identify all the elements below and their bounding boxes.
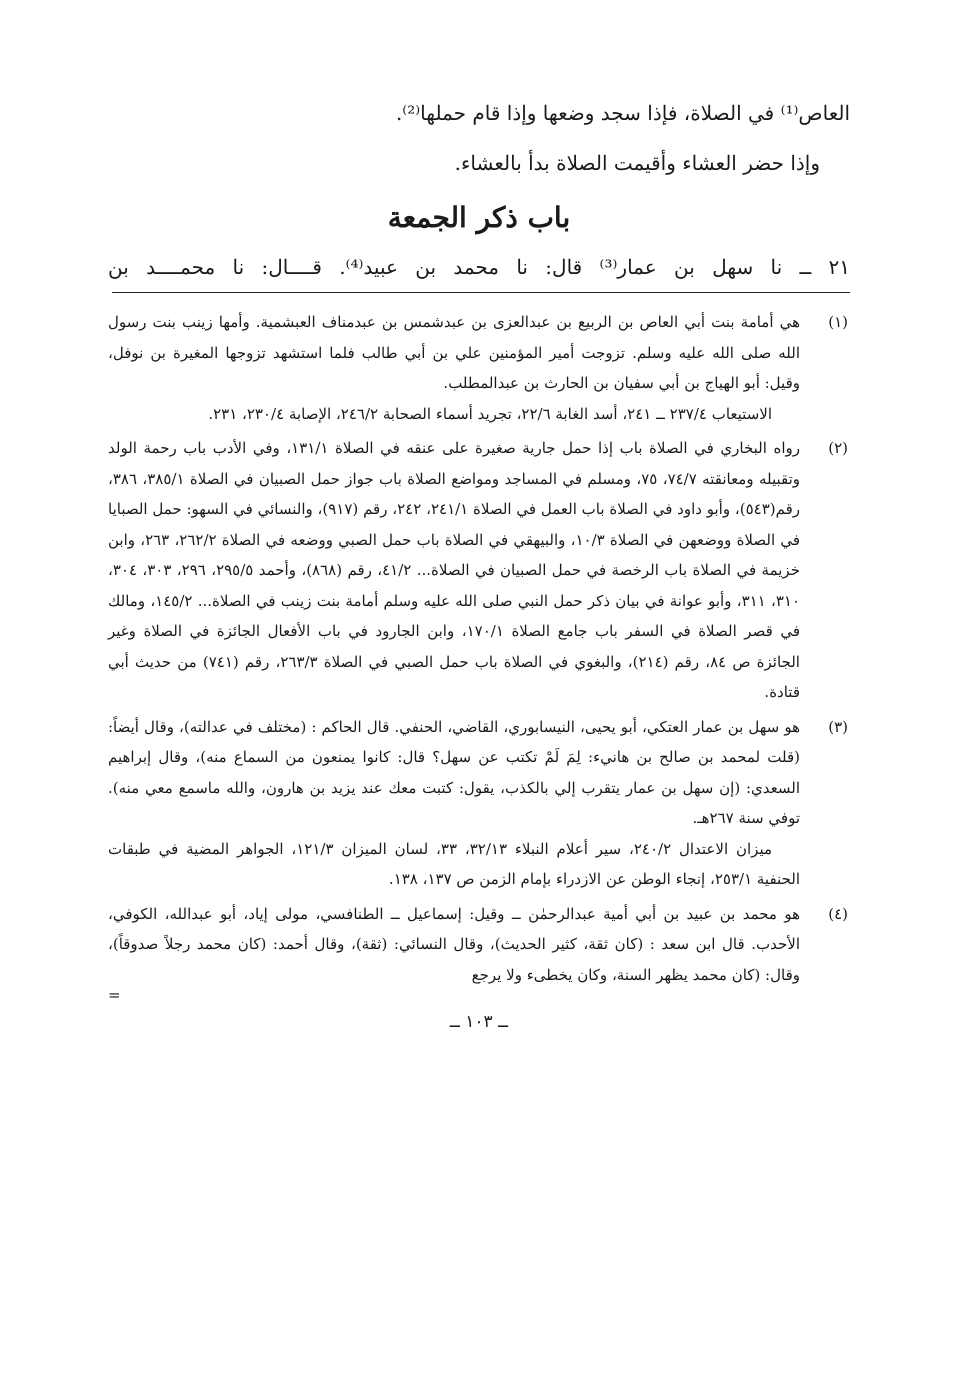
footnote-number: (٣) bbox=[828, 717, 848, 736]
document-page bbox=[108, 98, 850, 1032]
footnote bbox=[108, 307, 850, 429]
footnote-number: (٢) bbox=[828, 439, 848, 457]
footnote-body bbox=[108, 712, 800, 895]
footnote bbox=[108, 433, 850, 708]
main-text-line-2: وإذا حضر العشاء وأقيمت الصلاة بدأ بالعشاء. bbox=[454, 151, 820, 175]
chapter-heading: باب ذكر الجمعة bbox=[387, 201, 571, 234]
page-number: ــ ١٠٣ ــ bbox=[449, 1012, 509, 1032]
hadith-chain-line: ٢١ ــ نا سهل بن عمار⁽³⁾ قال: نا محمد بن عبيد⁽⁴⁾. قــــال: نا محمــــد بن bbox=[108, 255, 851, 279]
footnote-body bbox=[108, 307, 800, 429]
footnote-paragraph: هو سهل بن عمار العتكي، أبو يحيى، النيسابوري، القاضي، الحنفي. قال الحاكم : (مختلف في عدالته)، وقال أيضاً: (قلت لمحمد بن صالح بن هانيء: لِمَ لَمْ تكتب عن سهل؟ قال: كانوا يمنعون من السماع منه)، وقال إبراهيم السعدي: (إن سهل بن عمار يتقرب إلي بالكذب، يقول: كتبت معك عند يزيد بن هارون، والله ماسمع معي منه). توفي سنة ٢٦٧هـ. bbox=[108, 717, 800, 827]
continuation-mark: = bbox=[108, 986, 119, 1004]
footnote-paragraph: هو محمد بن عبيد بن أبي أمية عبدالرحمٰن ــ وقيل: إسماعيل ــ الطنافسي، مولى إياد، أبو عبدالله، الكوفي، الأحدب. قال ابن سعد : (كان ثقة، كثير الحديث)، وقال النسائي: (ثقة)، وقال أحمد: (كان محمد رجلاً صدوقاً)، وقال: (كان محمد يظهر السنة، وكان يخطىء ولا يرجع bbox=[108, 904, 800, 984]
footnote-paragraph: رواه البخاري في الصلاة باب إذا حمل جارية صغيرة على عنقه في الصلاة ١٣١/١، وفي الأدب باب رحمة الولد وتقبيله ومعانقته ٧٤/٧، ٧٥، ومسلم في المساجد ومواضع الصلاة باب جواز حمل الصبيان في الصلاة ٣٨٥/١، ٣٨٦، رقم(٥٤٣)، وأبو داود في الصلاة باب العمل في الصلاة ٢٤١/١، ٢٤٢، رقم (٩١٧)، والنسائي في السهو: حمل الصبايا في الصلاة ووضعهن في الصلاة ١٠/٣، والبيهقي في الصلاة باب حمل الصبي ووضعه في الصلاة ٢٦٢/٢، ٢٦٣، وابن خزيمة في الصلاة باب الرخصة في حمل الصبيان في الصلاة... ٤١/٢، رقم (٨٦٨)، وأحمد ٢٩٥/٥، ٢٩٦، ٣٠٣، ٣٠٤، ٣١٠، ٣١١، وأبو عوانة في بيان ذكر حمل النبي صلى الله عليه وسلم أمامة بنت زينب في الصلاة... ١٤٥/٢، ومالك في قصر الصلاة في السفر باب جامع الصلاة ١٧٠/١، وابن الجارود في باب الأفعال الجائزة في الصلاة وغير الجائزة ص ٨٤، رقم (٢١٤)، والبغوي في الصلاة باب حمل الصبي في الصلاة ٢٦٣/٣، رقم (٧٤١) من حديث أبي قتادة. bbox=[108, 439, 801, 701]
footnote-body bbox=[108, 899, 800, 991]
footnote-references: الاستيعاب ٢٣٧/٤ ــ ٢٤١، أسد الغابة ٢٢/٦، تجريد أسماء الصحابة ٢٤٦/٢، الإصابة ٢٣٠/٤، ٢٣١. bbox=[208, 404, 772, 423]
footnote-separator bbox=[112, 292, 850, 293]
main-text-line-1: العاص⁽¹⁾ في الصلاة، فإذا سجد وضعها وإذا قام حملها⁽²⁾. bbox=[395, 101, 850, 125]
footnote-body bbox=[108, 433, 800, 708]
footnote bbox=[108, 712, 850, 895]
footnote bbox=[108, 899, 850, 991]
footnote-number: (١) bbox=[828, 313, 848, 331]
footnote-paragraph: هي أمامة بنت أبي العاص بن الربيع بن عبدالعزى بن عبدشمس بن عبدمناف العبشمية. وأمها زينب بنت رسول الله صلى الله عليه وسلم. تزوجت أمير المؤمنين علي بن أبي طالب فلما استشهد تزوجها المغيرة بن نوفل، وقيل: أبو الهياج بن أبي سفيان بن الحارث بن عبدالمطلب. bbox=[108, 313, 800, 392]
footnote-number: (٤) bbox=[828, 904, 848, 923]
footnote-references: ميزان الاعتدال ٢٤٠/٢، سير أعلام النبلاء ٣٢/١٣، ٣٣، لسان الميزان ١٢١/٣، الجواهر المضية في طبقات الحنفية ٢٥٣/١، إنجاء الوطن عن الازدراء بإمام الزمن ص ١٣٧، ١٣٨. bbox=[108, 839, 800, 888]
